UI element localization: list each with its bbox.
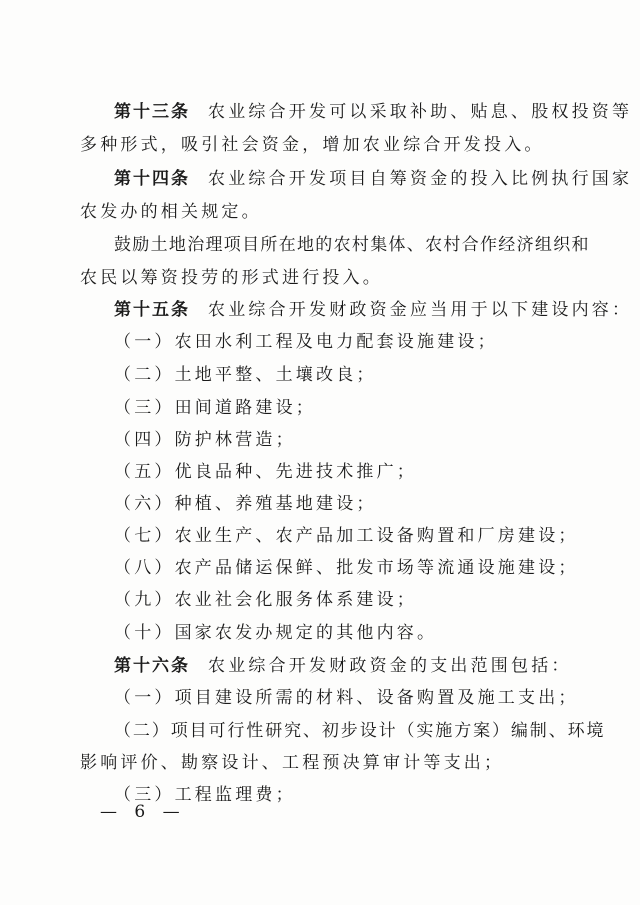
list-item xyxy=(114,686,579,710)
line-text: （三）工程监理费； xyxy=(114,785,296,805)
line-text: （四）防护林营造； xyxy=(114,430,296,450)
line-text: 影响评价、勘察设计、工程预决算审计等支出； xyxy=(80,753,505,773)
article-number: 第十六条 xyxy=(114,656,190,676)
line-text: （十）国家农发办规定的其他内容。 xyxy=(114,623,438,643)
paragraph-line-2 xyxy=(80,266,383,290)
article-13-line-2 xyxy=(80,133,545,157)
list-item xyxy=(114,524,579,548)
line-text: （六）种植、养殖基地建设； xyxy=(114,494,377,514)
line-text: （三）田间道路建设； xyxy=(114,398,316,418)
line-text: 农业综合开发项目自筹资金的投入比例执行国家 xyxy=(208,169,633,189)
article-13-line-1 xyxy=(114,100,632,124)
page-number: — 6 — xyxy=(100,802,186,822)
line-text: 多种形式，吸引社会资金，增加农业综合开发投入。 xyxy=(80,135,545,155)
article-number: 第十五条 xyxy=(114,300,190,320)
list-item xyxy=(114,460,417,484)
line-text: 农业综合开发可以采取补助、贴息、股权投资等 xyxy=(208,102,633,122)
line-text: 农民以筹资投劳的形式进行投入。 xyxy=(80,268,383,288)
paragraph-line-1 xyxy=(114,233,590,257)
line-text: 农业综合开发财政资金应当用于以下建设内容： xyxy=(208,300,633,320)
list-item-continuation xyxy=(80,751,504,775)
article-number: 第十三条 xyxy=(114,102,190,122)
list-item xyxy=(114,621,437,645)
line-text: （五）优良品种、先进技术推广； xyxy=(114,462,417,482)
line-text: （二）土地平整、土壤改良； xyxy=(114,365,377,385)
list-item xyxy=(114,363,377,387)
list-item xyxy=(114,428,296,452)
article-14-line-2 xyxy=(80,200,262,224)
line-text: 农业综合开发财政资金的支出范围包括： xyxy=(208,656,572,676)
article-number: 第十四条 xyxy=(114,169,190,189)
list-item xyxy=(114,556,579,580)
line-text: 农发办的相关规定。 xyxy=(80,202,262,222)
list-item xyxy=(114,492,377,516)
line-text: （九）农业社会化服务体系建设； xyxy=(114,590,417,610)
line-text: 鼓励土地治理项目所在地的农村集体、农村合作经济组织和 xyxy=(114,235,590,255)
line-text: （一）农田水利工程及电力配套设施建设； xyxy=(114,332,498,352)
article-15-line-1 xyxy=(114,298,632,322)
list-item xyxy=(114,588,417,612)
line-text: （七）农业生产、农产品加工设备购置和厂房建设； xyxy=(114,526,579,546)
article-14-line-1 xyxy=(114,167,632,191)
list-item xyxy=(114,396,316,420)
line-text: （二）项目可行性研究、初步设计（实施方案）编制、环境 xyxy=(114,721,606,741)
list-item xyxy=(114,330,498,354)
line-text: （一）项目建设所需的材料、设备购置及施工支出； xyxy=(114,688,579,708)
line-text: （八）农产品储运保鲜、批发市场等流通设施建设； xyxy=(114,558,579,578)
list-item xyxy=(114,719,605,743)
article-16-line-1 xyxy=(114,654,572,678)
